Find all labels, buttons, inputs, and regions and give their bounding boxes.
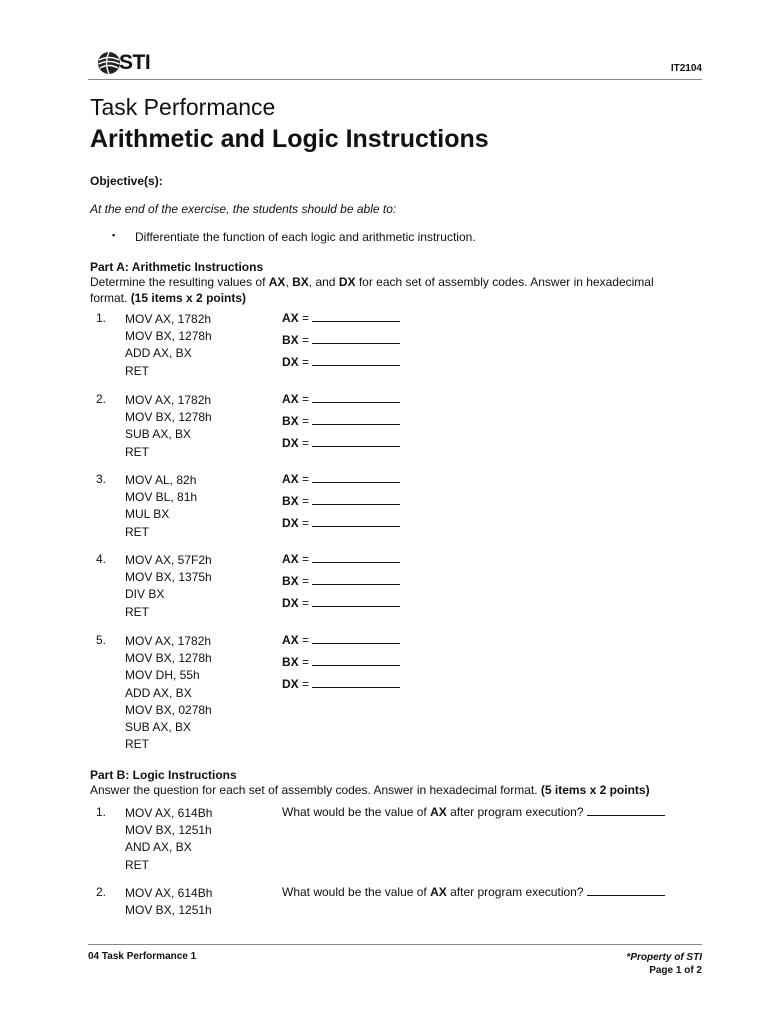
answer-fields: [282, 472, 400, 538]
equals-sign: =: [298, 516, 313, 530]
code-line: AND AX, BX: [125, 840, 192, 855]
objective-item: Differentiate the function of each logic and arithmetic instruction.: [135, 230, 476, 244]
answer-line: [282, 414, 400, 436]
equals-sign: =: [298, 596, 313, 610]
equals-sign: =: [298, 392, 313, 406]
page-number: Page 1 of 2: [649, 965, 702, 976]
answer-blank[interactable]: [312, 574, 400, 585]
code-line: SUB AX, BX: [125, 427, 192, 442]
question-prefix: What would be the value of: [282, 885, 431, 899]
code-line: RET: [125, 444, 149, 459]
equals-sign: =: [298, 311, 313, 325]
register-label: AX: [430, 885, 447, 899]
question-text: [282, 885, 665, 899]
answer-blank[interactable]: [312, 472, 400, 483]
register-label: AX: [282, 633, 299, 647]
part-a-description: Determine the resulting values of AX, BX, and DX for each set of assembly codes. Answer in hexadecimal format. (15 items x 2 points): [90, 275, 654, 305]
code-line: RET: [125, 524, 149, 539]
equals-sign: =: [298, 655, 313, 669]
answer-line: [282, 574, 400, 596]
answer-line: [282, 516, 400, 538]
answer-blank[interactable]: [312, 392, 400, 403]
code-line: MOV AX, 57F2h: [125, 553, 212, 567]
register-label: AX: [282, 311, 299, 325]
register-label: DX: [282, 436, 299, 450]
code-line: MOV AX, 614Bh: [125, 806, 213, 820]
register-label: BX: [282, 494, 299, 508]
equals-sign: =: [298, 333, 313, 347]
equals-sign: =: [298, 355, 313, 369]
register-label: BX: [282, 655, 299, 669]
item-number: 2.: [96, 392, 107, 406]
equals-sign: =: [298, 677, 313, 691]
answer-blank[interactable]: [312, 552, 400, 563]
part-b-description: Answer the question for each set of assembly codes. Answer in hexadecimal format. (5 items x 2 points): [90, 783, 650, 797]
assembly-code: [125, 472, 197, 541]
code-line: MOV AL, 82h: [125, 473, 197, 487]
answer-blank[interactable]: [312, 596, 400, 607]
code-line: RET: [125, 857, 149, 872]
answer-line: [282, 333, 400, 355]
code-line: MOV BX, 1251h: [125, 903, 212, 918]
equals-sign: =: [298, 436, 313, 450]
assembly-code: [125, 885, 212, 919]
answer-blank[interactable]: [312, 516, 400, 527]
code-line: MOV AX, 614Bh: [125, 886, 213, 900]
register-label: DX: [282, 516, 299, 530]
code-line: MOV BX, 0278h: [125, 702, 212, 717]
document-code: IT2104: [670, 63, 702, 74]
header-divider: [88, 79, 702, 80]
answer-blank[interactable]: [312, 436, 400, 447]
answer-blank[interactable]: [312, 414, 400, 425]
answer-line: [282, 392, 400, 414]
equals-sign: =: [298, 633, 313, 647]
answer-blank[interactable]: [312, 333, 400, 344]
register-label: BX: [282, 574, 299, 588]
footer-right: [626, 951, 702, 977]
answer-line: [282, 552, 400, 574]
answer-fields: [282, 392, 400, 458]
property-notice: *Property of STI: [626, 952, 702, 963]
assembly-code: [125, 392, 212, 461]
equals-sign: =: [298, 552, 313, 566]
register-label: AX: [282, 392, 299, 406]
register-label: BX: [282, 414, 299, 428]
answer-blank[interactable]: [312, 677, 400, 688]
answer-blank[interactable]: [312, 494, 400, 505]
question-suffix: after program execution?: [446, 885, 587, 899]
page-title: Arithmetic and Logic Instructions: [90, 125, 489, 153]
item-number: 4.: [96, 552, 107, 566]
code-line: DIV BX: [125, 587, 165, 602]
answer-line: [282, 655, 400, 677]
code-line: MOV BX, 1251h: [125, 823, 212, 838]
answer-line: [282, 311, 400, 333]
part-b-title: Part B: Logic Instructions: [90, 768, 237, 782]
logo-text: STI: [119, 51, 151, 74]
question-text: [282, 805, 665, 819]
register-label: BX: [282, 333, 299, 347]
answer-fields: [282, 633, 400, 699]
assembly-code: [125, 311, 212, 380]
code-line: ADD AX, BX: [125, 346, 192, 361]
answer-blank[interactable]: [312, 311, 400, 322]
code-line: ADD AX, BX: [125, 685, 192, 700]
equals-sign: =: [298, 574, 313, 588]
assembly-code: [125, 805, 212, 874]
answer-blank[interactable]: [312, 655, 400, 666]
item-number: 5.: [96, 633, 107, 647]
equals-sign: =: [298, 472, 313, 486]
footer-divider: [88, 944, 702, 945]
answer-line: [282, 596, 400, 618]
answer-fields: [282, 552, 400, 618]
footer-document-label: 04 Task Performance 1: [88, 951, 197, 962]
code-line: MOV BL, 81h: [125, 490, 198, 505]
code-line: MOV BX, 1278h: [125, 410, 212, 425]
equals-sign: =: [298, 414, 313, 428]
register-label: AX: [282, 472, 299, 486]
page-subtitle: Task Performance: [90, 94, 276, 120]
answer-blank[interactable]: [587, 885, 665, 896]
code-line: MUL BX: [125, 507, 170, 522]
code-line: RET: [125, 604, 149, 619]
answer-blank[interactable]: [587, 805, 665, 816]
bullet-icon: ▪: [112, 230, 116, 240]
objectives-intro: At the end of the exercise, the students should be able to:: [90, 202, 397, 216]
equals-sign: =: [298, 494, 313, 508]
sti-logo: [96, 50, 156, 76]
item-number: 2.: [96, 885, 107, 899]
code-line: RET: [125, 363, 149, 378]
answer-line: [282, 633, 400, 655]
item-number: 1.: [96, 805, 107, 819]
code-line: MOV DH, 55h: [125, 668, 200, 683]
answer-line: [282, 494, 400, 516]
register-label: DX: [282, 596, 299, 610]
register-label: AX: [430, 805, 447, 819]
objectives-heading: Objective(s):: [90, 174, 163, 188]
answer-blank[interactable]: [312, 355, 400, 366]
code-line: MOV AX, 1782h: [125, 634, 212, 648]
item-number: 1.: [96, 311, 107, 325]
code-line: SUB AX, BX: [125, 719, 192, 734]
answer-blank[interactable]: [312, 633, 400, 644]
answer-line: [282, 355, 400, 377]
code-line: MOV BX, 1375h: [125, 570, 212, 585]
answer-fields: [282, 311, 400, 377]
part-a-title: Part A: Arithmetic Instructions: [90, 260, 264, 274]
code-line: MOV AX, 1782h: [125, 312, 212, 326]
question-prefix: What would be the value of: [282, 805, 431, 819]
code-line: MOV BX, 1278h: [125, 651, 212, 666]
answer-line: [282, 677, 400, 699]
assembly-code: [125, 633, 212, 753]
question-suffix: after program execution?: [446, 805, 587, 819]
register-label: AX: [282, 552, 299, 566]
register-label: DX: [282, 677, 299, 691]
code-line: RET: [125, 737, 149, 752]
code-line: MOV AX, 1782h: [125, 393, 212, 407]
answer-line: [282, 436, 400, 458]
assembly-code: [125, 552, 212, 621]
answer-line: [282, 472, 400, 494]
register-label: DX: [282, 355, 299, 369]
code-line: MOV BX, 1278h: [125, 329, 212, 344]
item-number: 3.: [96, 472, 107, 486]
